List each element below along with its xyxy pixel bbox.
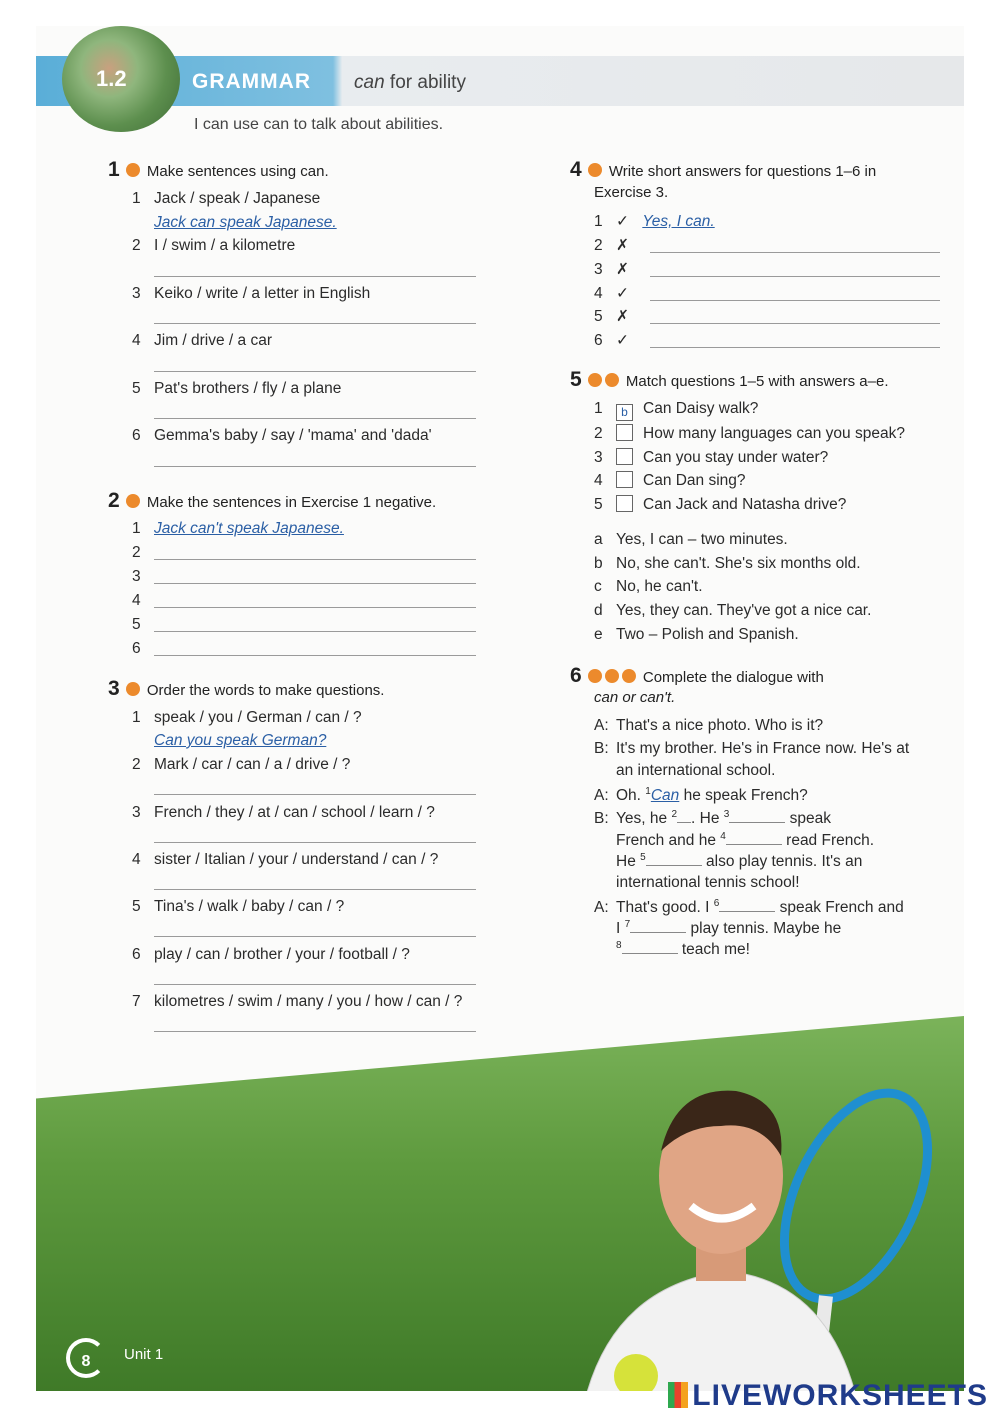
dialogue-text: speak: [789, 810, 832, 828]
ex5-answer: [594, 555, 861, 573]
answer-letter: a: [594, 531, 603, 548]
ex1-item: [132, 285, 370, 303]
watermark-text: LIVEWORKSHEETS: [692, 1379, 988, 1412]
gap-blank[interactable]: [646, 865, 702, 866]
ex2-instruction: Make the sentences in Exercise 1 negative.: [146, 494, 437, 511]
dialogue-text: That's good. I: [616, 899, 710, 917]
ex1-item: [132, 427, 432, 445]
dialogue-text: read French.: [786, 832, 875, 850]
dialogue-text: It's my brother. He's in France now. He's at: [616, 740, 910, 757]
item-number: 6: [132, 640, 141, 657]
answer-line[interactable]: [154, 631, 476, 632]
ex3-item: [132, 993, 462, 1011]
dialogue-text: I: [616, 920, 621, 938]
item-number: 3: [132, 285, 141, 302]
page-number: 8: [66, 1338, 106, 1378]
ex4-number: 4: [570, 158, 582, 181]
answer-text: Jack can speak Japanese.: [154, 214, 337, 231]
item-number: 3: [132, 568, 141, 585]
answer-text: Jack can't speak Japanese.: [154, 520, 344, 537]
difficulty-dot-icon: [588, 669, 602, 683]
answer-box[interactable]: [616, 495, 633, 512]
gap-number: 8: [616, 940, 622, 951]
item-prompt: French / they / at / can / school / learn / ?: [154, 804, 435, 821]
item-number: 3: [594, 261, 603, 278]
item-number: 2: [132, 756, 141, 773]
lesson-objective: I can use can to talk about abilities.: [194, 116, 444, 133]
ex4-item: [594, 236, 638, 255]
item-number: 7: [132, 993, 141, 1010]
difficulty-dot-icon: [605, 373, 619, 387]
dialogue-line: international tennis school!: [616, 874, 800, 891]
dialogue-line: [616, 852, 862, 871]
dialogue-text: . He: [691, 810, 720, 828]
item-prompt: Pat's brothers / fly / a plane: [154, 380, 342, 397]
difficulty-dot-icon: [622, 669, 636, 683]
dialogue-text: speak French and: [779, 899, 904, 917]
tick-icon: ✓: [616, 285, 629, 302]
dialogue-line: [594, 898, 904, 917]
item-number: 4: [594, 285, 603, 302]
answer-box[interactable]: [616, 448, 633, 465]
difficulty-dot-icon: [126, 494, 140, 508]
answer-text: Can: [650, 787, 680, 805]
ex5-answer: [594, 626, 799, 644]
ex4-item: [594, 284, 638, 303]
ex3-item: [132, 804, 435, 822]
question-text: Can Jack and Natasha drive?: [643, 496, 847, 513]
section-label: GRAMMAR: [192, 70, 311, 93]
dialogue-text: Yes, he: [616, 810, 668, 828]
dialogue-text: He: [616, 853, 636, 871]
gap-number: 6: [713, 898, 720, 909]
tennis-photo: [36, 1016, 964, 1391]
answer-line[interactable]: [154, 842, 476, 843]
ex2-number: 2: [108, 489, 120, 512]
ex1-item: [132, 237, 295, 255]
answer-line[interactable]: [154, 466, 476, 467]
question-text: How many languages can you speak?: [643, 425, 905, 442]
ex5-question: [594, 495, 846, 514]
speaker-label: A:: [594, 899, 609, 917]
item-number: 3: [132, 804, 141, 821]
item-prompt: Keiko / write / a letter in English: [154, 285, 371, 302]
item-number: 2: [132, 544, 141, 561]
gap-blank[interactable]: [630, 932, 686, 933]
difficulty-dot-icon: [588, 163, 602, 177]
cross-icon: ✗: [616, 237, 629, 254]
item-prompt: Gemma's baby / say / 'mama' and 'dada': [154, 427, 432, 444]
gap-blank[interactable]: [726, 844, 782, 845]
answer-line[interactable]: [154, 276, 476, 277]
ex5-title: [570, 368, 889, 392]
ex3-number: 3: [108, 677, 120, 700]
item-number: 5: [132, 898, 141, 915]
speaker-label: A:: [594, 717, 609, 734]
answer-line[interactable]: [650, 347, 940, 348]
gap-number: 7: [624, 919, 631, 930]
dialogue-text: French and he: [616, 832, 716, 850]
tick-icon: ✓: [616, 332, 629, 349]
item-prompt: Jim / drive / a car: [154, 332, 272, 349]
item-prompt: I / swim / a kilometre: [154, 237, 296, 254]
answer-letter: e: [594, 626, 603, 643]
ex2-item: [132, 544, 154, 562]
gap-blank[interactable]: [729, 822, 785, 823]
dialogue-text: teach me!: [681, 941, 750, 959]
cross-icon: ✗: [616, 308, 629, 325]
gap-blank[interactable]: [719, 911, 775, 912]
answer-letter: d: [594, 602, 603, 619]
answer-line[interactable]: [650, 276, 940, 277]
ex5-question: [594, 424, 905, 443]
liveworksheets-logo-icon: [668, 1382, 688, 1408]
ex1-number: 1: [108, 158, 120, 181]
dialogue-line: [616, 831, 874, 850]
dialogue-text: he speak French?: [683, 787, 808, 805]
answer-line[interactable]: [154, 559, 476, 560]
question-text: Can Dan sing?: [643, 472, 746, 489]
dialogue-text: That's a nice photo. Who is it?: [616, 717, 824, 734]
tennis-player-illustration: [526, 1056, 956, 1391]
item-number: 4: [132, 332, 141, 349]
ex1-instruction: Make sentences using can.: [146, 163, 329, 180]
ex5-instruction: Match questions 1–5 with answers a–e.: [625, 373, 889, 390]
question-text: Can Daisy walk?: [643, 400, 759, 417]
ex2-item: [132, 616, 154, 634]
ex5-question: [594, 400, 758, 421]
topic-keyword: can: [354, 72, 385, 93]
ex2-item: [132, 520, 344, 538]
ex6-instruction: Complete the dialogue with: [642, 669, 824, 686]
answer-letter: b: [594, 555, 603, 572]
answer-option-text: No, he can't.: [616, 578, 703, 595]
gap-number: 4: [720, 831, 726, 842]
ex3-item: [132, 851, 438, 869]
cross-icon: ✗: [616, 261, 629, 278]
gap-number: 1: [645, 786, 651, 797]
item-number: 4: [594, 472, 603, 489]
dialogue-line: [594, 740, 909, 758]
ex4-instruction: Write short answers for questions 1–6 in: [608, 163, 877, 180]
ex4-instruction-line2: Exercise 3.: [594, 184, 669, 201]
answer-line[interactable]: [650, 323, 940, 324]
difficulty-dot-icon: [126, 682, 140, 696]
gap-number: 3: [723, 809, 730, 820]
ex3-instruction: Order the words to make questions.: [146, 682, 385, 699]
gap-number: 2: [671, 809, 678, 820]
answer-line[interactable]: [154, 794, 476, 795]
item-prompt: Mark / car / can / a / drive / ?: [154, 756, 351, 773]
answer-box[interactable]: b: [616, 404, 633, 421]
dialogue-line: [616, 940, 750, 959]
item-number: 4: [132, 592, 141, 609]
answer-option-text: Two – Polish and Spanish.: [616, 626, 799, 643]
item-number: 6: [132, 427, 141, 444]
answer-text: Yes, I can.: [642, 213, 715, 230]
worksheet-page: [36, 26, 964, 1391]
unit-label: Unit 1: [124, 1346, 164, 1363]
answer-option-text: Yes, I can – two minutes.: [616, 531, 788, 548]
item-number: 3: [594, 449, 603, 466]
item-number: 1: [132, 190, 141, 207]
answer-option-text: Yes, they can. They've got a nice car.: [616, 602, 872, 619]
ex5-answer: [594, 531, 788, 549]
ex6-number: 6: [570, 664, 582, 687]
answer-line[interactable]: [650, 252, 940, 253]
ex5-question: [594, 471, 746, 490]
item-prompt: speak / you / German / can / ?: [154, 709, 362, 726]
ex3-title: [108, 677, 384, 701]
ex5-answer: [594, 578, 703, 596]
ex6-title: [570, 664, 824, 688]
item-number: 1: [594, 213, 603, 230]
ex4-item: [594, 307, 638, 326]
ex1-item: [132, 190, 320, 208]
item-prompt: Jack / speak / Japanese: [154, 190, 321, 207]
item-number: 1: [594, 400, 603, 417]
item-number: 5: [594, 308, 603, 325]
ex4-item: [594, 331, 638, 350]
ex4-item: [594, 212, 715, 231]
dialogue-line: [594, 786, 808, 805]
ex3-item: [132, 709, 362, 727]
answer-text: Can you speak German?: [154, 732, 327, 749]
question-text: Can you stay under water?: [643, 449, 829, 466]
gap-blank[interactable]: [622, 953, 678, 954]
difficulty-dot-icon: [605, 669, 619, 683]
ex5-question: [594, 448, 828, 467]
item-number: 6: [594, 332, 603, 349]
difficulty-dot-icon: [588, 373, 602, 387]
gap-number: 5: [640, 852, 646, 863]
lesson-topic: [354, 72, 466, 94]
answer-line[interactable]: [154, 655, 476, 656]
difficulty-dot-icon: [126, 163, 140, 177]
answer-option-text: No, she can't. She's six months old.: [616, 555, 861, 572]
answer-line[interactable]: [154, 889, 476, 890]
item-number: 5: [132, 380, 141, 397]
ex4-title: [570, 158, 876, 182]
ex3-example-answer: [154, 732, 326, 750]
ex6-instruction-line2: can or can't.: [594, 689, 676, 706]
item-prompt: kilometres / swim / many / you / how / can / ?: [154, 993, 463, 1010]
ex3-item: [132, 756, 350, 774]
ex5-number: 5: [570, 368, 582, 391]
answer-line[interactable]: [650, 300, 940, 301]
answer-line[interactable]: [154, 371, 476, 372]
answer-letter: c: [594, 578, 602, 595]
answer-line[interactable]: [154, 418, 476, 419]
ex1-item: [132, 380, 341, 398]
item-prompt: play / can / brother / your / football / ?: [154, 946, 410, 963]
ex3-item: [132, 898, 344, 916]
ex2-title: [108, 489, 436, 513]
tennis-racket-icon: [755, 1071, 956, 1321]
dialogue-text: play tennis. Maybe he: [690, 920, 842, 938]
speaker-label: A:: [594, 787, 609, 805]
item-number: 4: [132, 851, 141, 868]
item-prompt: sister / Italian / your / understand / can / ?: [154, 851, 439, 868]
lesson-number: 1.2: [96, 66, 127, 91]
dialogue-text: Oh.: [616, 787, 641, 805]
ex2-item: [132, 592, 154, 610]
speaker-label: B:: [594, 810, 609, 828]
ex1-title: [108, 158, 329, 182]
item-number: 2: [132, 237, 141, 254]
dialogue-line: an international school.: [616, 762, 776, 779]
tick-icon: ✓: [616, 213, 629, 230]
speaker-label: B:: [594, 740, 609, 757]
ex3-item: [132, 946, 410, 964]
liveworksheets-watermark: [668, 1379, 988, 1413]
ex5-answer: [594, 602, 871, 620]
answer-box[interactable]: [616, 471, 633, 488]
ex2-item: [132, 568, 154, 586]
item-number: 5: [132, 616, 141, 633]
item-number: 2: [594, 425, 603, 442]
dialogue-line: [594, 717, 823, 735]
ex2-item: [132, 640, 154, 658]
item-number: 2: [594, 237, 603, 254]
topic-rest: for ability: [389, 72, 466, 93]
answer-box[interactable]: [616, 424, 633, 441]
item-prompt: Tina's / walk / baby / can / ?: [154, 898, 345, 915]
item-number: 1: [132, 520, 141, 537]
answer-line[interactable]: [154, 583, 476, 584]
item-number: 5: [594, 496, 603, 513]
dialogue-line: [616, 919, 841, 938]
answer-line[interactable]: [154, 984, 476, 985]
ex4-item: [594, 260, 638, 279]
dialogue-text: also play tennis. It's an: [706, 853, 863, 871]
item-number: 1: [132, 709, 141, 726]
item-number: 6: [132, 946, 141, 963]
dialogue-line: [594, 809, 831, 828]
answer-line[interactable]: [154, 323, 476, 324]
answer-line[interactable]: [154, 936, 476, 937]
ex1-example-answer: [154, 214, 337, 232]
ex1-item: [132, 332, 272, 350]
gap-blank[interactable]: [677, 822, 691, 823]
answer-line[interactable]: [154, 607, 476, 608]
